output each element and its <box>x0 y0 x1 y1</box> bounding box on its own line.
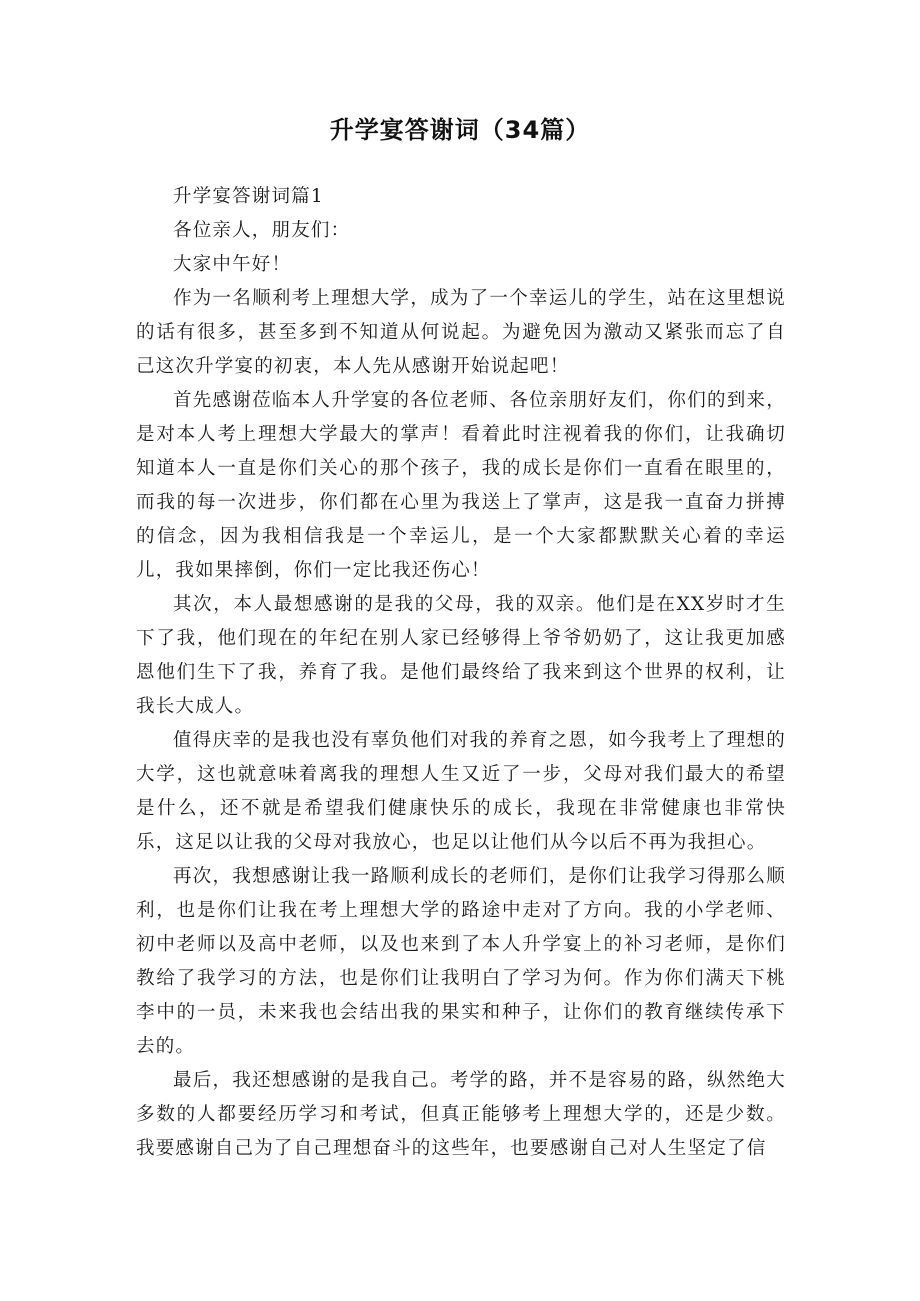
paragraph-1: 作为一名顺利考上理想大学，成为了一个幸运儿的学生，站在这里想说的话有很多，甚至多到不知道从何说起。为避免因为激动又紧张而忘了自己这次升学宴的初衷，本人先从感谢开始说起吧！ <box>136 288 786 377</box>
paragraph-5: 再次，我想感谢让我一路顺利成长的老师们，是你们让我学习得那么顺利，也是你们让我在考上理想大学的路途中走对了方向。我的小学老师、初中老师以及高中老师，以及也来到了本人升学宴上的补习老师，是你们教给了我学习的方法，也是你们让我明白了学习为何。作为你们满天下桃李中的一员，未来我也会结出我的果实和种子，让你们的教育继续传承下去的。 <box>136 866 786 1057</box>
paragraph-4: 值得庆幸的是我也没有辜负他们对我的养育之恩，如今我考上了理想的大学，这也就意味着离我的理想人生又近了一步，父母对我们最大的希望是什么，还不就是希望我们健康快乐的成长，我现在非常健康也非常快乐，这足以让我的父母对我放心，也足以让他们从今以后不再为我担心。 <box>136 730 786 853</box>
greeting: 大家中午好！ <box>173 254 292 275</box>
paragraph-3: 其次，本人最想感谢的是我的父母，我的双亲。他们是在XX岁时才生下了我，他们现在的年纪在别人家已经够得上爷爷奶奶了，这让我更加感恩他们生下了我，养育了我。是他们最终给了我来到这个世界的权利，让我长大成人。 <box>136 594 786 717</box>
paragraph-2: 首先感谢莅临本人升学宴的各位老师、各位亲朋好友们，你们的到来，是对本人考上理想大学最大的掌声！看着此时注视着我的你们，让我确切知道本人一直是你们关心的那个孩子，我的成长是你们一直看在眼里的，而我的每一次进步，你们都在心里为我送上了掌声，这是我一直奋力拼搏的信念，因为我相信我是一个幸运儿，是一个大家都默默关心着的幸运儿，我如果摔倒，你们一定比我还伤心！ <box>136 390 786 581</box>
section-heading: 升学宴答谢词篇1 <box>173 186 324 207</box>
document-body <box>136 180 786 1166</box>
document-title: 升学宴答谢词（34篇） <box>329 116 591 144</box>
salutation: 各位亲人，朋友们： <box>173 220 351 241</box>
paragraph-6: 最后，我还想感谢的是我自己。考学的路，并不是容易的路，纵然绝大多数的人都要经历学习和考试，但真正能够考上理想大学的，还是少数。我要感谢自己为了自己理想奋斗的这些年，也要感谢自己对人生坚定了信 <box>136 1070 786 1159</box>
